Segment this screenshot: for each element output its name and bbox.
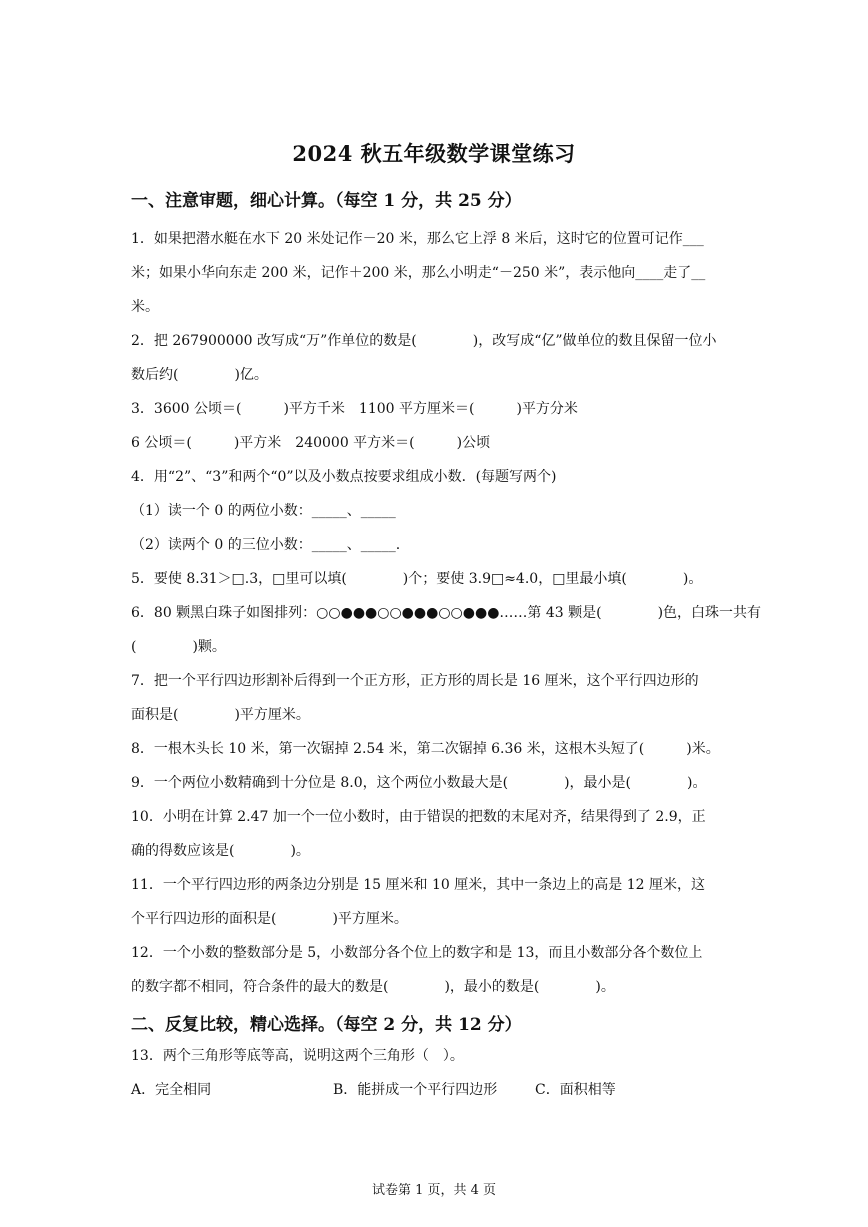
question-line: （1）读一个 0 的两位小数：_____、_____ [131,503,396,519]
page-title: 2024 秋五年级数学课堂练习 [292,141,576,166]
question-line: 的数字都不相同，符合条件的最大的数是( )，最小的数是( )。 [131,979,615,995]
option-c: C．面积相等 [535,1082,616,1098]
question-line: 7．把一个平行四边形割补后得到一个正方形，正方形的周长是 16 厘米，这个平行四边形的 [131,673,699,689]
question-line: 8．一根木头长 10 米，第一次锯掉 2.54 米，第二次锯掉 6.36 米，这根木头短了( )米。 [131,741,720,757]
page-footer: 试卷第 1 页，共 4 页 [371,1183,497,1198]
option-a: A．完全相同 [131,1082,212,1098]
question-line: 13．两个三角形等底等高，说明这两个三角形（ ）。 [131,1048,464,1064]
question-line: 面积是( )平方厘米。 [131,707,310,723]
question-line: （2）读两个 0 的三位小数：_____、_____. [131,537,401,553]
question-line: 数后约( )亿。 [131,367,268,383]
question-line: 10．小明在计算 2.47 加一个一位小数时，由于错误的把数的末尾对齐，结果得到了 2.9，正 [131,809,706,825]
question-line: 2．把 267900000 改写成“万”作单位的数是( )，改写成“亿”做单位的数且保留一位小 [131,333,717,349]
question-line: 3．3600 公顷＝( )平方千米 1100 平方厘米＝( )平方分米 [131,401,578,417]
question-line: 4．用“2”、“3”和两个“0”以及小数点按要求组成小数．(每题写两个) [131,469,557,485]
option-b: B．能拼成一个平行四边形 [333,1082,498,1098]
question-line: 6．80 颗黑白珠子如图排列：○○●●●○○●●●○○●●●……第 43 颗是( )色，白珠一共有 [131,605,762,621]
question-line: 11．一个平行四边形的两条边分别是 15 厘米和 10 厘米，其中一条边上的高是 12 厘米，这 [131,877,705,893]
question-line: 米；如果小华向东走 200 米，记作＋200 米，那么小明走“－250 米”，表示他向____走了__ [131,265,706,281]
question-line: 确的得数应该是( )。 [131,843,310,859]
question-line: 6 公顷＝( )平方米 240000 平方米＝( )公顷 [131,435,491,451]
question-line: 12．一个小数的整数部分是 5，小数部分各个位上的数字和是 13，而且小数部分各个数位上 [131,945,703,961]
question-line: 米。 [131,299,159,315]
question-line: 5．要使 8.31＞□.3，□里可以填( )个；要使 3.9□≈4.0，□里最小填( )。 [131,571,703,587]
question-line: 9．一个两位小数精确到十分位是 8.0，这个两位小数最大是( )，最小是( )。 [131,775,707,791]
question-line: ( )颗。 [131,639,226,655]
question-line: 个平行四边形的面积是( )平方厘米。 [131,911,408,927]
section-heading-2: 二、反复比较，精心选择。（每空 2 分，共 12 分） [131,1015,522,1035]
question-line: 1．如果把潜水艇在水下 20 米处记作－20 米，那么它上浮 8 米后，这时它的位置可记作___ [131,231,704,247]
section-heading-1: 一、注意审题，细心计算。（每空 1 分，共 25 分） [131,191,522,211]
